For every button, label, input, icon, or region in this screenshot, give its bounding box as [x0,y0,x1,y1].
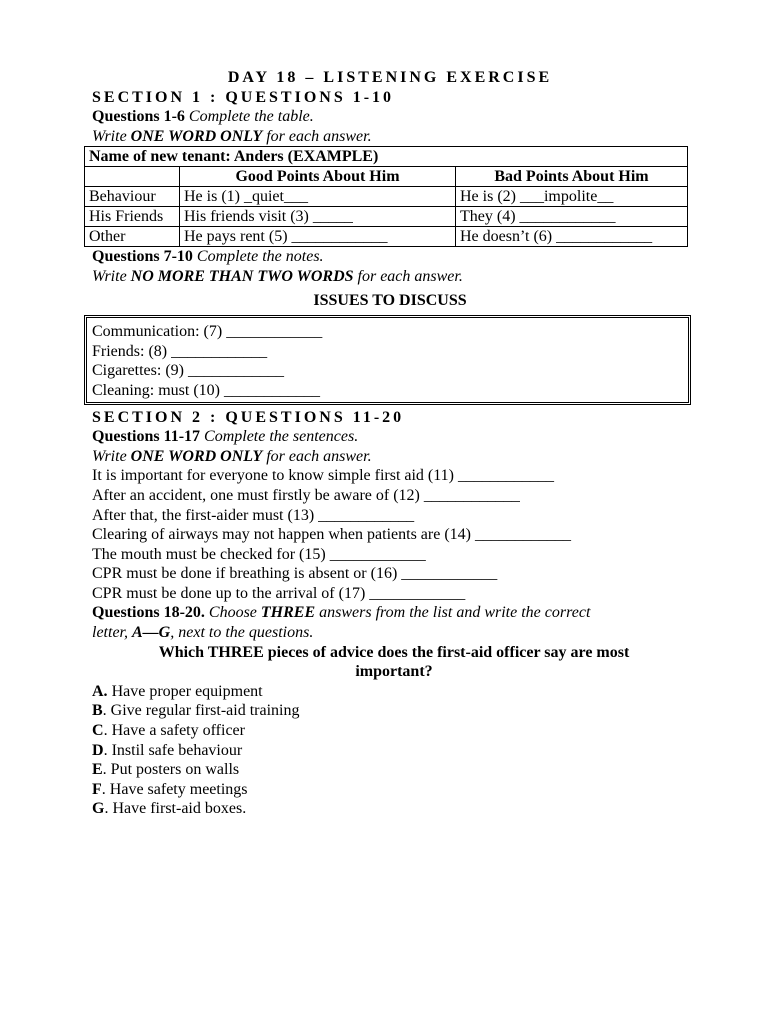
notes-heading: ISSUES TO DISCUSS [313,291,467,309]
option-letter: G [92,800,105,818]
table-row [85,187,688,207]
q18-20-text: , next to the questions. [170,624,314,642]
q11-17-instruction [92,427,696,447]
advice-question [92,643,696,682]
q18-20-text: letter, [92,624,132,642]
option-letter: B [92,702,103,720]
table-cell: Other [85,227,180,247]
table-cell: His friends visit (3) _____ [180,207,456,227]
sentence-item: After an accident, one must firstly be aware of (12) ____________ [92,486,520,504]
q18-20-range: A—G [132,624,171,642]
tenant-table [84,146,688,247]
q7-10-text: Complete the notes. [196,248,324,266]
q7-10-label: Questions 7-10 [92,248,193,266]
q7-10-instruction [92,247,696,267]
page-title: DAY 18 – LISTENING EXERCISE [227,69,553,86]
word-limit-prefix: Write [92,447,131,465]
table-cell: He doesn’t (6) ____________ [456,227,688,247]
table-cell: He is (2) ___impolite__ [456,187,688,207]
word-limit-suffix: for each answer. [262,447,372,465]
table-row [85,207,688,227]
option-text: . Have safety meetings [101,780,248,798]
worksheet-page [89,68,696,819]
table-header-cell: Good Points About Him [180,167,456,187]
table-cell: He pays rent (5) ____________ [180,227,456,247]
table-cell: He is (1) _quiet___ [180,187,456,207]
q11-17-text: Complete the sentences. [204,428,359,446]
option-item [92,741,696,761]
advice-question-line: Which THREE pieces of advice does the first-aid officer say are most [158,643,630,661]
q18-20-instruction-line2 [92,623,696,643]
option-text: . Have a safety officer [103,722,245,740]
option-text: . Have first-aid boxes. [104,800,247,818]
word-limit-prefix: Write [92,267,131,285]
option-letter: A. [92,682,108,700]
option-item [92,701,696,721]
option-text: . Give regular first-aid training [102,702,300,720]
option-item [92,780,696,800]
option-letter: F [92,780,102,798]
option-item [92,721,696,741]
word-limit-suffix: for each answer. [353,267,463,285]
sentence-item: It is important for everyone to know simple first aid (11) ____________ [92,467,554,485]
option-text: . Put posters on walls [102,761,240,779]
q11-17-label: Questions 11-17 [92,428,201,446]
table-row [85,147,688,167]
q11-17-word-limit [92,447,696,467]
q18-20-label: Questions 18-20. [92,604,205,622]
table-header-cell: Bad Points About Him [456,167,688,187]
word-limit-bold: ONE WORD ONLY [130,127,263,145]
table-row [85,227,688,247]
q1-6-text: Complete the table. [188,108,314,126]
option-text: Have proper equipment [107,682,263,700]
q7-10-word-limit [92,267,696,287]
table-cell: Behaviour [85,187,180,207]
note-item: Cigarettes: (9) ____________ [92,362,284,380]
example-row: Name of new tenant: Anders (EXAMPLE) [85,147,688,167]
sentence-item: After that, the first-aider must (13) ____________ [92,506,415,524]
advice-question-line: important? [355,663,433,681]
note-item: Cleaning: must (10) ____________ [92,381,320,399]
table-cell: They (4) ____________ [456,207,688,227]
option-item [92,682,696,702]
q18-20-text: Choose [204,604,261,622]
sentence-item: CPR must be done up to the arrival of (17) ____________ [92,584,466,602]
notes-box [84,315,691,404]
q1-6-word-limit [92,127,696,147]
option-letter: E [92,761,103,779]
option-item [92,799,696,819]
sentence-item: The mouth must be checked for (15) ____________ [92,545,426,563]
q18-20-text: answers from the list and write the correct [315,604,591,622]
q1-6-instruction [92,107,696,127]
sentence-item: Clearing of airways may not happen when patients are (14) ____________ [92,526,571,544]
note-item: Communication: (7) ____________ [92,323,323,341]
section2-heading: SECTION 2 : QUESTIONS 11-20 [92,408,405,426]
q18-20-instruction [92,603,696,623]
word-limit-suffix: for each answer. [262,127,372,145]
table-cell: His Friends [85,207,180,227]
q18-20-bold: THREE [260,604,316,622]
option-letter: D [92,741,104,759]
table-header-row [85,167,688,187]
word-limit-bold: ONE WORD ONLY [130,447,263,465]
word-limit-bold: NO MORE THAN TWO WORDS [130,267,354,285]
sentence-item: CPR must be done if breathing is absent or (16) ____________ [92,565,498,583]
q1-6-label: Questions 1-6 [92,108,185,126]
word-limit-prefix: Write [92,127,131,145]
section1-heading: SECTION 1 : QUESTIONS 1-10 [92,88,395,106]
table-header-cell [85,167,180,187]
note-item: Friends: (8) ____________ [92,342,268,360]
option-letter: C [92,722,104,740]
option-item [92,760,696,780]
option-text: . Instil safe behaviour [103,741,243,759]
